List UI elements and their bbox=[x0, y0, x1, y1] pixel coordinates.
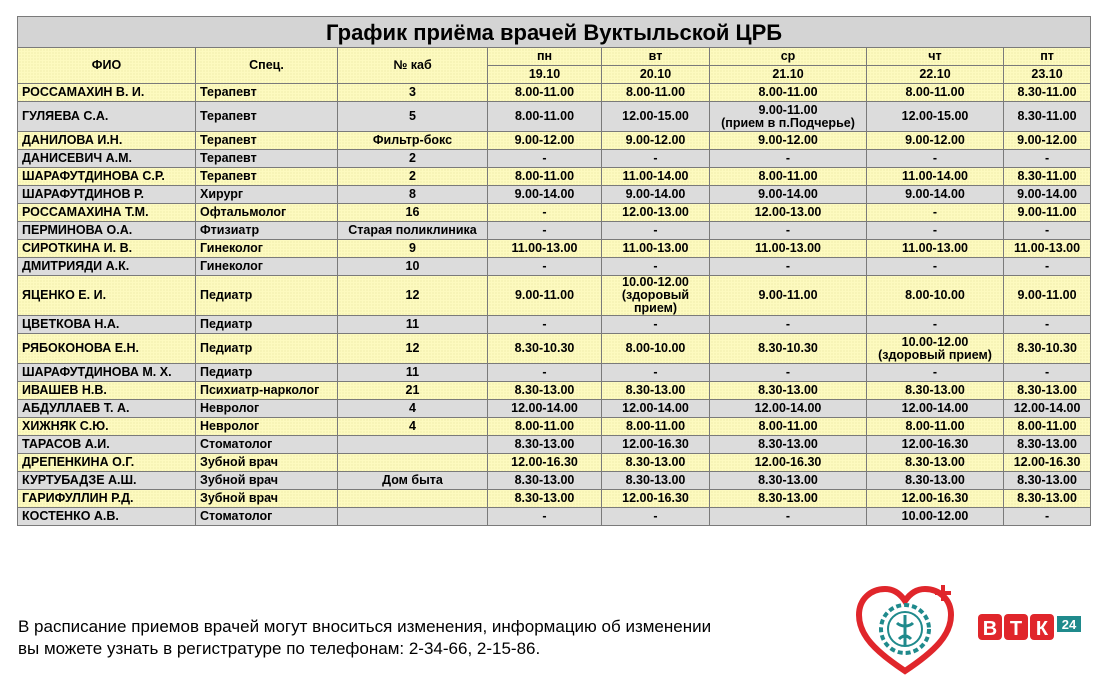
schedule-cell: 8.00-11.00 bbox=[602, 418, 710, 436]
room-number: 16 bbox=[338, 204, 488, 222]
doctor-name: ДАНИСЕВИЧ А.М. bbox=[18, 150, 196, 168]
schedule-cell: - bbox=[710, 508, 867, 526]
table-row bbox=[18, 472, 1091, 490]
schedule-cell: 8.30-13.00 bbox=[710, 472, 867, 490]
table-row bbox=[18, 132, 1091, 150]
doctor-specialty: Терапевт bbox=[196, 132, 338, 150]
doctor-name: ДМИТРИЯДИ А.К. bbox=[18, 258, 196, 276]
schedule-cell: 12.00-14.00 bbox=[710, 400, 867, 418]
doctor-name: ДРЕПЕНКИНА О.Г. bbox=[18, 454, 196, 472]
header-day: ср bbox=[710, 48, 867, 66]
schedule-cell: 9.00-11.00 bbox=[1004, 204, 1091, 222]
header-date: 21.10 bbox=[710, 66, 867, 84]
schedule-cell: 9.00-12.00 bbox=[488, 132, 602, 150]
doctor-specialty: Терапевт bbox=[196, 102, 338, 132]
schedule-cell: 8.00-11.00 bbox=[710, 418, 867, 436]
header-date: 22.10 bbox=[867, 66, 1004, 84]
table-row bbox=[18, 316, 1091, 334]
schedule-cell: 9.00-12.00 bbox=[710, 132, 867, 150]
doctor-specialty: Педиатр bbox=[196, 334, 338, 364]
schedule-cell: 8.30-13.00 bbox=[488, 436, 602, 454]
schedule-cell: 10.00-12.00 (здоровый прием) bbox=[602, 276, 710, 316]
doctor-specialty: Педиатр bbox=[196, 276, 338, 316]
doctor-specialty: Стоматолог bbox=[196, 436, 338, 454]
table-row bbox=[18, 454, 1091, 472]
doctor-specialty: Гинеколог bbox=[196, 258, 338, 276]
header-day: чт bbox=[867, 48, 1004, 66]
schedule-cell: - bbox=[710, 258, 867, 276]
room-number: 11 bbox=[338, 316, 488, 334]
schedule-cell: - bbox=[488, 222, 602, 240]
table-row bbox=[18, 168, 1091, 186]
doctor-specialty: Психиатр-нарколог bbox=[196, 382, 338, 400]
schedule-cell: 11.00-14.00 bbox=[602, 168, 710, 186]
schedule-cell: 12.00-13.00 bbox=[710, 204, 867, 222]
schedule-cell: 8.30-13.00 bbox=[1004, 490, 1091, 508]
note-line-1: В расписание приемов врачей могут вноситься изменения, информацию об изменении bbox=[18, 617, 712, 636]
doctor-name: ШАРАФУТДИНОВА С.Р. bbox=[18, 168, 196, 186]
room-number: 12 bbox=[338, 276, 488, 316]
doctor-name: ХИЖНЯК С.Ю. bbox=[18, 418, 196, 436]
schedule-cell: 12.00-16.30 bbox=[602, 490, 710, 508]
btk24-logo-graphic bbox=[978, 612, 1082, 642]
doctor-specialty: Офтальмолог bbox=[196, 204, 338, 222]
table-row bbox=[18, 84, 1091, 102]
schedule-cell: - bbox=[867, 222, 1004, 240]
doctor-specialty: Зубной врач bbox=[196, 490, 338, 508]
schedule-cell: 12.00-16.30 bbox=[1004, 454, 1091, 472]
schedule-cell: 8.30-10.30 bbox=[710, 334, 867, 364]
schedule-cell: 8.00-11.00 bbox=[488, 84, 602, 102]
schedule-cell: 12.00-14.00 bbox=[488, 400, 602, 418]
schedule-cell: 8.30-13.00 bbox=[867, 382, 1004, 400]
schedule-cell: 8.00-11.00 bbox=[488, 168, 602, 186]
schedule-cell: 9.00-14.00 bbox=[488, 186, 602, 204]
schedule-cell: 8.00-11.00 bbox=[602, 84, 710, 102]
schedule-cell: 8.30-13.00 bbox=[710, 436, 867, 454]
table-row bbox=[18, 400, 1091, 418]
schedule-cell: 8.00-11.00 bbox=[488, 418, 602, 436]
doctor-specialty: Фтизиатр bbox=[196, 222, 338, 240]
room-number: 12 bbox=[338, 334, 488, 364]
schedule-wrapper bbox=[17, 16, 1090, 526]
room-number: 11 bbox=[338, 364, 488, 382]
schedule-cell: 8.30-13.00 bbox=[488, 472, 602, 490]
doctor-name: КОСТЕНКО А.В. bbox=[18, 508, 196, 526]
room-number: 5 bbox=[338, 102, 488, 132]
schedule-cell: 8.00-11.00 bbox=[867, 418, 1004, 436]
table-row bbox=[18, 334, 1091, 364]
room-number: 2 bbox=[338, 150, 488, 168]
schedule-cell: 11.00-13.00 bbox=[710, 240, 867, 258]
schedule-cell: 8.30-11.00 bbox=[1004, 84, 1091, 102]
schedule-table bbox=[17, 16, 1091, 526]
schedule-cell: - bbox=[710, 364, 867, 382]
schedule-cell: - bbox=[710, 316, 867, 334]
doctor-name: ПЕРМИНОВА О.А. bbox=[18, 222, 196, 240]
schedule-cell: - bbox=[867, 258, 1004, 276]
table-row bbox=[18, 508, 1091, 526]
doctor-name: КУРТУБАДЗЕ А.Ш. bbox=[18, 472, 196, 490]
schedule-body bbox=[18, 84, 1091, 526]
schedule-cell: - bbox=[602, 316, 710, 334]
doctor-specialty: Педиатр bbox=[196, 316, 338, 334]
doctor-name: ЯЦЕНКО Е. И. bbox=[18, 276, 196, 316]
schedule-cell: - bbox=[488, 150, 602, 168]
table-row bbox=[18, 102, 1091, 132]
room-number: Старая поликлиника bbox=[338, 222, 488, 240]
doctor-name: ГАРИФУЛЛИН Р.Д. bbox=[18, 490, 196, 508]
schedule-cell: 8.30-13.00 bbox=[488, 382, 602, 400]
logo-channel: 24 bbox=[1061, 617, 1077, 632]
schedule-cell: 9.00-11.00 bbox=[710, 276, 867, 316]
doctor-name: ТАРАСОВ А.И. bbox=[18, 436, 196, 454]
table-row bbox=[18, 364, 1091, 382]
table-row bbox=[18, 276, 1091, 316]
schedule-cell: - bbox=[710, 150, 867, 168]
schedule-cell: 9.00-11.00 bbox=[488, 276, 602, 316]
schedule-cell: 9.00-12.00 bbox=[867, 132, 1004, 150]
doctor-name: РОССАМАХИНА Т.М. bbox=[18, 204, 196, 222]
doctor-specialty: Невролог bbox=[196, 400, 338, 418]
doctor-specialty: Гинеколог bbox=[196, 240, 338, 258]
schedule-cell: - bbox=[488, 508, 602, 526]
doctor-name: ИВАШЕВ Н.В. bbox=[18, 382, 196, 400]
schedule-cell: - bbox=[867, 364, 1004, 382]
schedule-cell: 11.00-13.00 bbox=[488, 240, 602, 258]
header-day: вт bbox=[602, 48, 710, 66]
logo-letter: Т bbox=[1009, 618, 1023, 640]
schedule-cell: 12.00-16.30 bbox=[867, 436, 1004, 454]
schedule-cell: 9.00-14.00 bbox=[602, 186, 710, 204]
doctor-name: ШАРАФУТДИНОВА М. Х. bbox=[18, 364, 196, 382]
room-number: 8 bbox=[338, 186, 488, 204]
room-number: 2 bbox=[338, 168, 488, 186]
schedule-cell: 8.30-13.00 bbox=[602, 382, 710, 400]
schedule-cell: 8.00-10.00 bbox=[602, 334, 710, 364]
schedule-cell: 8.30-10.30 bbox=[488, 334, 602, 364]
table-row bbox=[18, 258, 1091, 276]
header-spec: Спец. bbox=[196, 48, 338, 84]
schedule-note bbox=[18, 616, 711, 660]
schedule-cell: 9.00-14.00 bbox=[867, 186, 1004, 204]
doctor-specialty: Стоматолог bbox=[196, 508, 338, 526]
schedule-cell: 8.30-13.00 bbox=[488, 490, 602, 508]
schedule-cell: 10.00-12.00 bbox=[867, 508, 1004, 526]
doctor-specialty: Зубной врач bbox=[196, 454, 338, 472]
schedule-cell: 8.30-13.00 bbox=[1004, 382, 1091, 400]
room-number bbox=[338, 454, 488, 472]
schedule-cell: - bbox=[602, 222, 710, 240]
table-row bbox=[18, 150, 1091, 168]
room-number: 3 bbox=[338, 84, 488, 102]
room-number: Фильтр-бокс bbox=[338, 132, 488, 150]
table-row bbox=[18, 222, 1091, 240]
schedule-cell: 12.00-14.00 bbox=[1004, 400, 1091, 418]
schedule-cell: 12.00-16.30 bbox=[867, 490, 1004, 508]
room-number: 4 bbox=[338, 400, 488, 418]
schedule-cell: 8.00-11.00 bbox=[1004, 418, 1091, 436]
schedule-cell: 9.00-12.00 bbox=[602, 132, 710, 150]
table-row bbox=[18, 418, 1091, 436]
doctor-name: СИРОТКИНА И. В. bbox=[18, 240, 196, 258]
schedule-cell: - bbox=[1004, 258, 1091, 276]
room-number: Дом быта bbox=[338, 472, 488, 490]
schedule-cell: - bbox=[1004, 316, 1091, 334]
schedule-cell: - bbox=[488, 316, 602, 334]
doctor-name: ШАРАФУТДИНОВ Р. bbox=[18, 186, 196, 204]
schedule-cell: 8.30-11.00 bbox=[1004, 102, 1091, 132]
schedule-cell: 12.00-14.00 bbox=[602, 400, 710, 418]
header-date: 19.10 bbox=[488, 66, 602, 84]
header-name: ФИО bbox=[18, 48, 196, 84]
schedule-cell: 9.00-11.00 (прием в п.Подчерье) bbox=[710, 102, 867, 132]
schedule-cell: 8.30-13.00 bbox=[867, 454, 1004, 472]
schedule-cell: 8.30-13.00 bbox=[710, 490, 867, 508]
schedule-cell: - bbox=[867, 316, 1004, 334]
doctor-name: АБДУЛЛАЕВ Т. А. bbox=[18, 400, 196, 418]
doctor-name: РОССАМАХИН В. И. bbox=[18, 84, 196, 102]
doctor-name: ДАНИЛОВА И.Н. bbox=[18, 132, 196, 150]
schedule-cell: 8.00-10.00 bbox=[867, 276, 1004, 316]
room-number: 21 bbox=[338, 382, 488, 400]
btk24-logo bbox=[978, 612, 1082, 642]
schedule-cell: 8.30-13.00 bbox=[867, 472, 1004, 490]
doctor-specialty: Терапевт bbox=[196, 150, 338, 168]
schedule-cell: 12.00-16.30 bbox=[488, 454, 602, 472]
schedule-cell: 8.00-11.00 bbox=[867, 84, 1004, 102]
table-row bbox=[18, 490, 1091, 508]
page-title: График приёма врачей Вуктыльской ЦРБ bbox=[18, 17, 1091, 48]
schedule-cell: 9.00-11.00 bbox=[1004, 276, 1091, 316]
schedule-cell: 11.00-14.00 bbox=[867, 168, 1004, 186]
schedule-cell: 12.00-16.30 bbox=[602, 436, 710, 454]
schedule-cell: - bbox=[1004, 222, 1091, 240]
schedule-cell: 11.00-13.00 bbox=[602, 240, 710, 258]
room-number bbox=[338, 490, 488, 508]
schedule-cell: 8.30-13.00 bbox=[1004, 436, 1091, 454]
schedule-cell: 12.00-16.30 bbox=[710, 454, 867, 472]
schedule-cell: - bbox=[1004, 364, 1091, 382]
schedule-cell: 10.00-12.00 (здоровый прием) bbox=[867, 334, 1004, 364]
header-day: пн bbox=[488, 48, 602, 66]
schedule-cell: - bbox=[488, 258, 602, 276]
table-row bbox=[18, 436, 1091, 454]
schedule-cell: 11.00-13.00 bbox=[867, 240, 1004, 258]
schedule-cell: - bbox=[1004, 508, 1091, 526]
note-line-2: вы можете узнать в регистратуре по телефонам: 2-34-66, 2-15-86. bbox=[18, 639, 541, 658]
schedule-cell: 12.00-14.00 bbox=[867, 400, 1004, 418]
logo-letter: К bbox=[1035, 618, 1049, 640]
room-number bbox=[338, 508, 488, 526]
schedule-cell: - bbox=[602, 508, 710, 526]
schedule-cell: - bbox=[1004, 150, 1091, 168]
schedule-cell: - bbox=[488, 204, 602, 222]
doctor-specialty: Терапевт bbox=[196, 84, 338, 102]
schedule-cell: - bbox=[602, 150, 710, 168]
doctor-specialty: Невролог bbox=[196, 418, 338, 436]
hospital-heart-logo bbox=[855, 583, 955, 678]
schedule-cell: 8.30-13.00 bbox=[710, 382, 867, 400]
schedule-cell: 11.00-13.00 bbox=[1004, 240, 1091, 258]
doctor-specialty: Педиатр bbox=[196, 364, 338, 382]
schedule-cell: - bbox=[867, 204, 1004, 222]
header-date: 23.10 bbox=[1004, 66, 1091, 84]
doctor-specialty: Зубной врач bbox=[196, 472, 338, 490]
schedule-cell: - bbox=[602, 364, 710, 382]
table-row bbox=[18, 186, 1091, 204]
table-row bbox=[18, 382, 1091, 400]
schedule-cell: - bbox=[602, 258, 710, 276]
logo-letter: В bbox=[982, 618, 998, 640]
schedule-cell: 8.30-10.30 bbox=[1004, 334, 1091, 364]
schedule-cell: 8.00-11.00 bbox=[710, 84, 867, 102]
doctor-specialty: Терапевт bbox=[196, 168, 338, 186]
room-number bbox=[338, 436, 488, 454]
room-number: 4 bbox=[338, 418, 488, 436]
header-room: № каб bbox=[338, 48, 488, 84]
schedule-cell: - bbox=[488, 364, 602, 382]
schedule-cell: 9.00-14.00 bbox=[1004, 186, 1091, 204]
schedule-cell: 8.30-13.00 bbox=[1004, 472, 1091, 490]
schedule-cell: 12.00-15.00 bbox=[867, 102, 1004, 132]
schedule-cell: 8.00-11.00 bbox=[710, 168, 867, 186]
schedule-cell: - bbox=[867, 150, 1004, 168]
schedule-cell: 8.00-11.00 bbox=[488, 102, 602, 132]
doctor-specialty: Хирург bbox=[196, 186, 338, 204]
schedule-cell: - bbox=[710, 222, 867, 240]
schedule-cell: 9.00-12.00 bbox=[1004, 132, 1091, 150]
schedule-cell: 12.00-15.00 bbox=[602, 102, 710, 132]
doctor-name: ГУЛЯЕВА С.А. bbox=[18, 102, 196, 132]
doctor-name: ЦВЕТКОВА Н.А. bbox=[18, 316, 196, 334]
schedule-cell: 8.30-13.00 bbox=[602, 472, 710, 490]
doctor-name: РЯБОКОНОВА Е.Н. bbox=[18, 334, 196, 364]
schedule-cell: 8.30-13.00 bbox=[602, 454, 710, 472]
header-day: пт bbox=[1004, 48, 1091, 66]
schedule-cell: 9.00-14.00 bbox=[710, 186, 867, 204]
room-number: 9 bbox=[338, 240, 488, 258]
room-number: 10 bbox=[338, 258, 488, 276]
schedule-cell: 8.30-11.00 bbox=[1004, 168, 1091, 186]
schedule-cell: 12.00-13.00 bbox=[602, 204, 710, 222]
header-date: 20.10 bbox=[602, 66, 710, 84]
table-row bbox=[18, 240, 1091, 258]
table-row bbox=[18, 204, 1091, 222]
